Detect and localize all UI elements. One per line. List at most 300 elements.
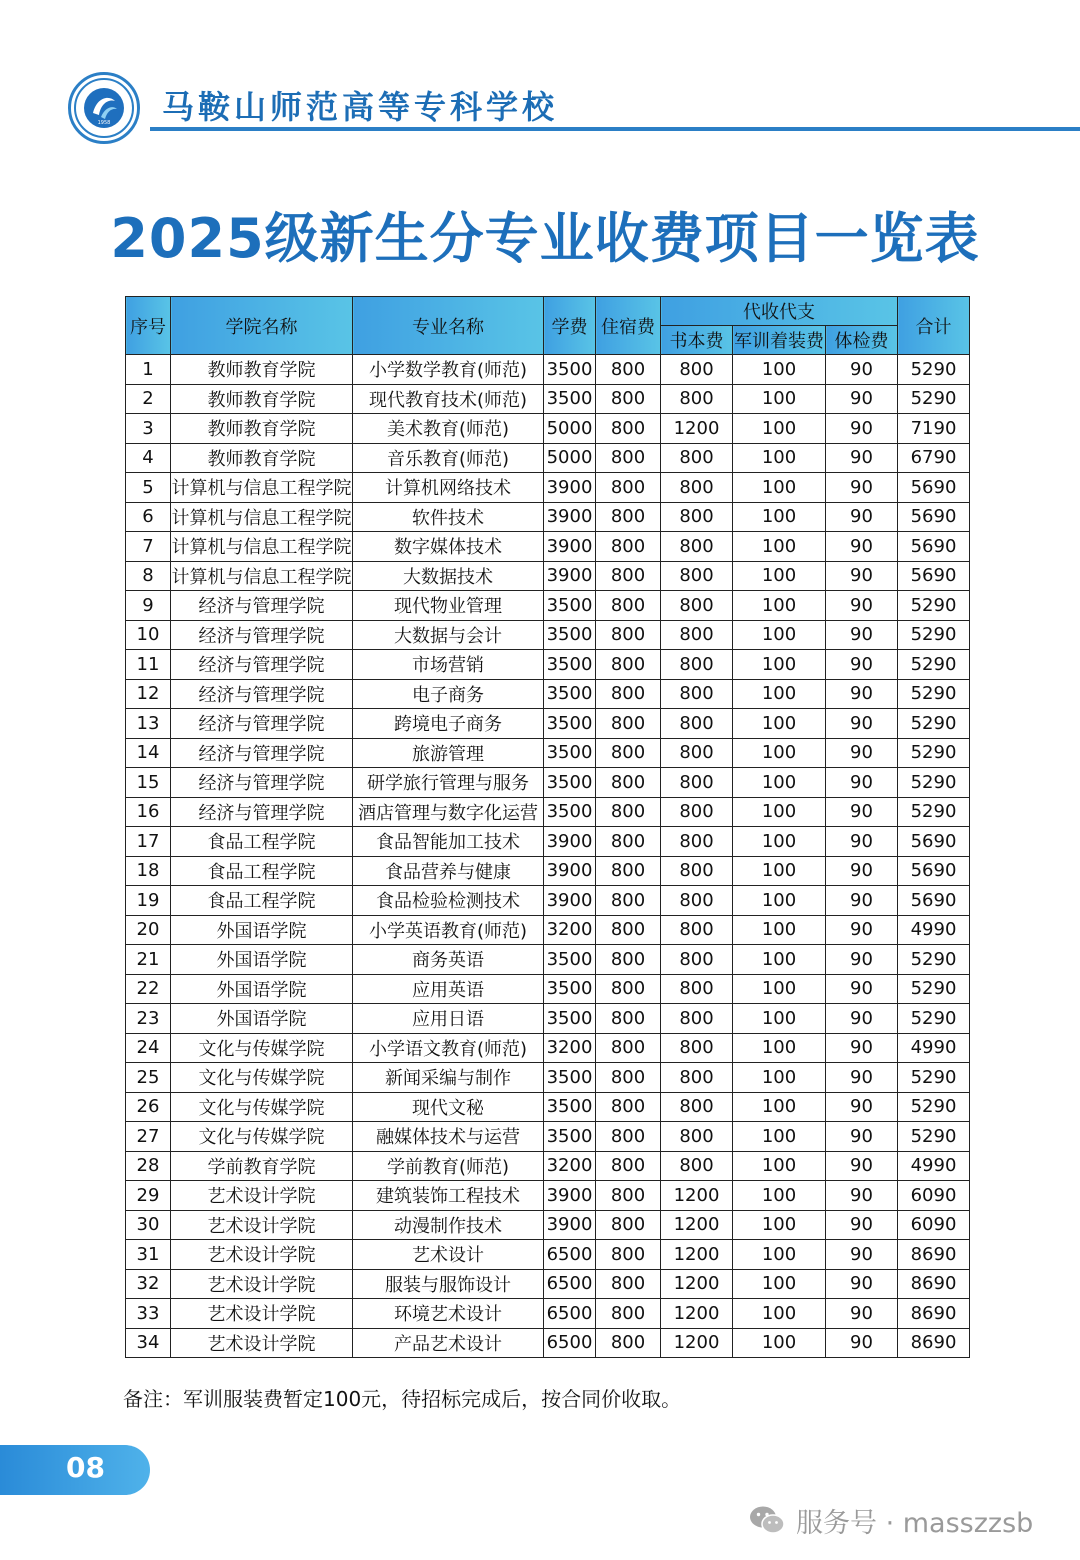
cell-college: 食品工程学院 — [171, 827, 353, 857]
cell-index: 31 — [126, 1240, 171, 1270]
cell-college: 艺术设计学院 — [171, 1181, 353, 1211]
cell-index: 29 — [126, 1181, 171, 1211]
footnote: 备注：军训服装费暂定100元，待招标完成后，按合同价收取。 — [123, 1387, 682, 1411]
cell-uniform: 100 — [733, 974, 826, 1004]
cell-major: 美术教育(师范) — [353, 414, 544, 444]
cell-medical: 90 — [826, 1269, 898, 1299]
cell-medical: 90 — [826, 1122, 898, 1152]
cell-tuition: 3500 — [544, 1122, 596, 1152]
cell-major: 计算机网络技术 — [353, 473, 544, 503]
cell-major: 商务英语 — [353, 945, 544, 975]
cell-major: 软件技术 — [353, 502, 544, 532]
cell-books: 800 — [661, 1122, 733, 1152]
cell-uniform: 100 — [733, 1181, 826, 1211]
cell-medical: 90 — [826, 945, 898, 975]
table-row — [126, 945, 970, 975]
cell-index: 25 — [126, 1063, 171, 1093]
cell-index: 2 — [126, 384, 171, 414]
cell-uniform: 100 — [733, 1328, 826, 1358]
cell-total: 5290 — [898, 650, 970, 680]
table-row — [126, 355, 970, 385]
cell-medical: 90 — [826, 856, 898, 886]
cell-major: 应用英语 — [353, 974, 544, 1004]
cell-major: 食品智能加工技术 — [353, 827, 544, 857]
cell-housing: 800 — [596, 915, 661, 945]
cell-college: 经济与管理学院 — [171, 768, 353, 798]
cell-tuition: 5000 — [544, 414, 596, 444]
cell-housing: 800 — [596, 1004, 661, 1034]
header-medical: 体检费 — [826, 326, 898, 355]
cell-medical: 90 — [826, 591, 898, 621]
cell-total: 7190 — [898, 414, 970, 444]
cell-total: 5690 — [898, 473, 970, 503]
cell-major: 现代教育技术(师范) — [353, 384, 544, 414]
cell-books: 800 — [661, 945, 733, 975]
cell-tuition: 3500 — [544, 1092, 596, 1122]
cell-total: 8690 — [898, 1299, 970, 1329]
page-header — [0, 0, 1080, 160]
cell-uniform: 100 — [733, 856, 826, 886]
cell-major: 新闻采编与制作 — [353, 1063, 544, 1093]
cell-college: 外国语学院 — [171, 974, 353, 1004]
table-row — [126, 591, 970, 621]
cell-uniform: 100 — [733, 591, 826, 621]
table-row — [126, 443, 970, 473]
cell-tuition: 3500 — [544, 797, 596, 827]
cell-books: 800 — [661, 1033, 733, 1063]
cell-uniform: 100 — [733, 915, 826, 945]
cell-medical: 90 — [826, 1004, 898, 1034]
cell-uniform: 100 — [733, 945, 826, 975]
cell-housing: 800 — [596, 1092, 661, 1122]
cell-tuition: 3500 — [544, 709, 596, 739]
cell-medical: 90 — [826, 1210, 898, 1240]
table-row — [126, 1063, 970, 1093]
cell-index: 34 — [126, 1328, 171, 1358]
table-row — [126, 797, 970, 827]
cell-housing: 800 — [596, 532, 661, 562]
cell-medical: 90 — [826, 620, 898, 650]
school-emblem-icon — [73, 77, 135, 139]
cell-major: 大数据技术 — [353, 561, 544, 591]
cell-tuition: 3500 — [544, 974, 596, 1004]
cell-tuition: 3500 — [544, 738, 596, 768]
cell-books: 800 — [661, 1063, 733, 1093]
cell-college: 教师教育学院 — [171, 414, 353, 444]
cell-housing: 800 — [596, 1240, 661, 1270]
cell-index: 18 — [126, 856, 171, 886]
cell-index: 11 — [126, 650, 171, 680]
cell-total: 5690 — [898, 532, 970, 562]
cell-uniform: 100 — [733, 797, 826, 827]
cell-medical: 90 — [826, 502, 898, 532]
cell-medical: 90 — [826, 709, 898, 739]
cell-tuition: 3500 — [544, 1063, 596, 1093]
cell-index: 24 — [126, 1033, 171, 1063]
cell-college: 艺术设计学院 — [171, 1328, 353, 1358]
cell-major: 食品营养与健康 — [353, 856, 544, 886]
cell-uniform: 100 — [733, 414, 826, 444]
cell-books: 800 — [661, 827, 733, 857]
cell-total: 5690 — [898, 502, 970, 532]
cell-major: 电子商务 — [353, 679, 544, 709]
svg-text:1958: 1958 — [97, 120, 111, 126]
cell-medical: 90 — [826, 561, 898, 591]
cell-index: 19 — [126, 886, 171, 916]
cell-college: 教师教育学院 — [171, 384, 353, 414]
cell-college: 外国语学院 — [171, 945, 353, 975]
cell-uniform: 100 — [733, 443, 826, 473]
cell-college: 计算机与信息工程学院 — [171, 561, 353, 591]
cell-books: 1200 — [661, 1269, 733, 1299]
table-row — [126, 1328, 970, 1358]
cell-index: 6 — [126, 502, 171, 532]
cell-tuition: 3900 — [544, 856, 596, 886]
cell-housing: 800 — [596, 414, 661, 444]
cell-uniform: 100 — [733, 827, 826, 857]
cell-tuition: 3500 — [544, 1004, 596, 1034]
cell-total: 5290 — [898, 1122, 970, 1152]
cell-housing: 800 — [596, 620, 661, 650]
cell-uniform: 100 — [733, 738, 826, 768]
cell-index: 30 — [126, 1210, 171, 1240]
cell-college: 教师教育学院 — [171, 443, 353, 473]
cell-books: 800 — [661, 856, 733, 886]
cell-index: 17 — [126, 827, 171, 857]
cell-medical: 90 — [826, 384, 898, 414]
cell-total: 5290 — [898, 974, 970, 1004]
cell-books: 800 — [661, 650, 733, 680]
header-college: 学院名称 — [171, 297, 353, 355]
cell-uniform: 100 — [733, 1092, 826, 1122]
school-logo — [68, 72, 140, 144]
cell-books: 800 — [661, 738, 733, 768]
cell-housing: 800 — [596, 827, 661, 857]
cell-tuition: 3500 — [544, 384, 596, 414]
cell-major: 酒店管理与数字化运营 — [353, 797, 544, 827]
cell-major: 音乐教育(师范) — [353, 443, 544, 473]
cell-uniform: 100 — [733, 473, 826, 503]
cell-tuition: 3200 — [544, 1151, 596, 1181]
cell-medical: 90 — [826, 1063, 898, 1093]
cell-books: 800 — [661, 1092, 733, 1122]
cell-college: 经济与管理学院 — [171, 797, 353, 827]
cell-housing: 800 — [596, 974, 661, 1004]
cell-housing: 800 — [596, 679, 661, 709]
cell-total: 6090 — [898, 1210, 970, 1240]
cell-medical: 90 — [826, 797, 898, 827]
cell-books: 800 — [661, 1151, 733, 1181]
table-row — [126, 1240, 970, 1270]
cell-index: 3 — [126, 414, 171, 444]
cell-major: 融媒体技术与运营 — [353, 1122, 544, 1152]
header-collected: 代收代支 — [661, 297, 898, 326]
cell-medical: 90 — [826, 1151, 898, 1181]
cell-uniform: 100 — [733, 502, 826, 532]
page-number: 08 — [66, 1451, 105, 1484]
cell-uniform: 100 — [733, 1122, 826, 1152]
cell-uniform: 100 — [733, 561, 826, 591]
cell-index: 16 — [126, 797, 171, 827]
table-row — [126, 502, 970, 532]
cell-tuition: 6500 — [544, 1299, 596, 1329]
table-row — [126, 561, 970, 591]
cell-housing: 800 — [596, 709, 661, 739]
cell-uniform: 100 — [733, 1151, 826, 1181]
table-row — [126, 1004, 970, 1034]
cell-index: 5 — [126, 473, 171, 503]
cell-books: 1200 — [661, 1240, 733, 1270]
cell-books: 800 — [661, 502, 733, 532]
cell-uniform: 100 — [733, 768, 826, 798]
table-row — [126, 620, 970, 650]
cell-books: 1200 — [661, 1299, 733, 1329]
cell-tuition: 3500 — [544, 945, 596, 975]
cell-medical: 90 — [826, 532, 898, 562]
cell-major: 环境艺术设计 — [353, 1299, 544, 1329]
table-row — [126, 1151, 970, 1181]
cell-total: 5290 — [898, 709, 970, 739]
cell-uniform: 100 — [733, 620, 826, 650]
header-uniform: 军训着装费 — [733, 326, 826, 355]
cell-total: 8690 — [898, 1328, 970, 1358]
cell-college: 经济与管理学院 — [171, 620, 353, 650]
cell-tuition: 3500 — [544, 650, 596, 680]
cell-books: 800 — [661, 443, 733, 473]
cell-college: 艺术设计学院 — [171, 1210, 353, 1240]
cell-college: 计算机与信息工程学院 — [171, 473, 353, 503]
cell-medical: 90 — [826, 886, 898, 916]
cell-index: 4 — [126, 443, 171, 473]
cell-major: 小学英语教育(师范) — [353, 915, 544, 945]
cell-total: 5290 — [898, 797, 970, 827]
cell-index: 14 — [126, 738, 171, 768]
cell-index: 7 — [126, 532, 171, 562]
cell-medical: 90 — [826, 473, 898, 503]
cell-major: 现代物业管理 — [353, 591, 544, 621]
cell-medical: 90 — [826, 915, 898, 945]
cell-medical: 90 — [826, 738, 898, 768]
cell-total: 6090 — [898, 1181, 970, 1211]
cell-college: 艺术设计学院 — [171, 1299, 353, 1329]
cell-tuition: 3900 — [544, 827, 596, 857]
cell-books: 1200 — [661, 414, 733, 444]
cell-uniform: 100 — [733, 1004, 826, 1034]
cell-uniform: 100 — [733, 886, 826, 916]
cell-major: 建筑装饰工程技术 — [353, 1181, 544, 1211]
cell-major: 艺术设计 — [353, 1240, 544, 1270]
fee-table — [125, 296, 970, 1358]
cell-housing: 800 — [596, 355, 661, 385]
table-row — [126, 1181, 970, 1211]
cell-index: 33 — [126, 1299, 171, 1329]
cell-books: 800 — [661, 709, 733, 739]
cell-books: 1200 — [661, 1181, 733, 1211]
table-row — [126, 768, 970, 798]
cell-books: 800 — [661, 768, 733, 798]
cell-housing: 800 — [596, 650, 661, 680]
cell-books: 800 — [661, 473, 733, 503]
cell-college: 经济与管理学院 — [171, 679, 353, 709]
cell-total: 4990 — [898, 1151, 970, 1181]
cell-index: 22 — [126, 974, 171, 1004]
cell-uniform: 100 — [733, 1210, 826, 1240]
table-row — [126, 414, 970, 444]
cell-housing: 800 — [596, 591, 661, 621]
cell-uniform: 100 — [733, 532, 826, 562]
cell-total: 5290 — [898, 1004, 970, 1034]
cell-books: 1200 — [661, 1328, 733, 1358]
cell-books: 800 — [661, 355, 733, 385]
cell-total: 8690 — [898, 1240, 970, 1270]
cell-medical: 90 — [826, 1092, 898, 1122]
cell-housing: 800 — [596, 1328, 661, 1358]
cell-total: 5290 — [898, 1063, 970, 1093]
cell-college: 食品工程学院 — [171, 886, 353, 916]
watermark-label: 服务号 · masszzsb — [796, 1507, 1034, 1539]
cell-medical: 90 — [826, 768, 898, 798]
cell-books: 800 — [661, 532, 733, 562]
cell-tuition: 3500 — [544, 620, 596, 650]
header-housing: 住宿费 — [596, 297, 661, 355]
table-row — [126, 384, 970, 414]
cell-medical: 90 — [826, 1240, 898, 1270]
cell-housing: 800 — [596, 768, 661, 798]
table-row — [126, 650, 970, 680]
cell-books: 800 — [661, 1004, 733, 1034]
table-row — [126, 1033, 970, 1063]
cell-major: 小学语文教育(师范) — [353, 1033, 544, 1063]
table-row — [126, 1092, 970, 1122]
cell-total: 8690 — [898, 1269, 970, 1299]
cell-major: 市场营销 — [353, 650, 544, 680]
cell-major: 大数据与会计 — [353, 620, 544, 650]
cell-major: 应用日语 — [353, 1004, 544, 1034]
cell-college: 文化与传媒学院 — [171, 1092, 353, 1122]
table-row — [126, 1299, 970, 1329]
cell-tuition: 3900 — [544, 561, 596, 591]
table-row — [126, 709, 970, 739]
cell-tuition: 3200 — [544, 915, 596, 945]
cell-housing: 800 — [596, 738, 661, 768]
cell-tuition: 3900 — [544, 532, 596, 562]
cell-major: 食品检验检测技术 — [353, 886, 544, 916]
cell-housing: 800 — [596, 502, 661, 532]
cell-index: 8 — [126, 561, 171, 591]
cell-uniform: 100 — [733, 650, 826, 680]
cell-uniform: 100 — [733, 355, 826, 385]
cell-uniform: 100 — [733, 1063, 826, 1093]
cell-total: 4990 — [898, 915, 970, 945]
cell-books: 800 — [661, 591, 733, 621]
cell-college: 学前教育学院 — [171, 1151, 353, 1181]
cell-total: 5290 — [898, 679, 970, 709]
cell-tuition: 3500 — [544, 355, 596, 385]
cell-medical: 90 — [826, 1181, 898, 1211]
cell-index: 9 — [126, 591, 171, 621]
cell-tuition: 3900 — [544, 1210, 596, 1240]
cell-total: 5290 — [898, 620, 970, 650]
cell-index: 28 — [126, 1151, 171, 1181]
cell-books: 800 — [661, 384, 733, 414]
cell-index: 1 — [126, 355, 171, 385]
cell-total: 5290 — [898, 355, 970, 385]
cell-tuition: 3200 — [544, 1033, 596, 1063]
cell-total: 5690 — [898, 827, 970, 857]
cell-major: 服装与服饰设计 — [353, 1269, 544, 1299]
cell-housing: 800 — [596, 443, 661, 473]
table-row — [126, 827, 970, 857]
cell-uniform: 100 — [733, 384, 826, 414]
cell-housing: 800 — [596, 1181, 661, 1211]
cell-index: 21 — [126, 945, 171, 975]
cell-books: 800 — [661, 620, 733, 650]
cell-tuition: 6500 — [544, 1240, 596, 1270]
cell-books: 800 — [661, 915, 733, 945]
cell-medical: 90 — [826, 679, 898, 709]
cell-housing: 800 — [596, 945, 661, 975]
cell-uniform: 100 — [733, 1033, 826, 1063]
cell-housing: 800 — [596, 856, 661, 886]
cell-college: 教师教育学院 — [171, 355, 353, 385]
cell-housing: 800 — [596, 384, 661, 414]
watermark — [748, 1498, 1033, 1542]
school-name: 马鞍山师范高等专科学校 — [162, 88, 559, 126]
cell-major: 跨境电子商务 — [353, 709, 544, 739]
cell-medical: 90 — [826, 827, 898, 857]
cell-college: 外国语学院 — [171, 915, 353, 945]
cell-total: 5290 — [898, 945, 970, 975]
cell-tuition: 6500 — [544, 1328, 596, 1358]
table-row — [126, 679, 970, 709]
cell-index: 26 — [126, 1092, 171, 1122]
cell-tuition: 6500 — [544, 1269, 596, 1299]
cell-index: 27 — [126, 1122, 171, 1152]
table-row — [126, 974, 970, 1004]
cell-college: 艺术设计学院 — [171, 1269, 353, 1299]
cell-college: 经济与管理学院 — [171, 709, 353, 739]
header-total: 合计 — [898, 297, 970, 355]
header-index: 序号 — [126, 297, 171, 355]
cell-tuition: 3900 — [544, 886, 596, 916]
cell-index: 13 — [126, 709, 171, 739]
cell-college: 计算机与信息工程学院 — [171, 532, 353, 562]
table-row — [126, 1122, 970, 1152]
table-row — [126, 886, 970, 916]
cell-index: 12 — [126, 679, 171, 709]
cell-college: 食品工程学院 — [171, 856, 353, 886]
cell-medical: 90 — [826, 443, 898, 473]
cell-total: 5290 — [898, 1092, 970, 1122]
cell-housing: 800 — [596, 561, 661, 591]
cell-total: 5290 — [898, 591, 970, 621]
cell-housing: 800 — [596, 886, 661, 916]
table-body — [126, 355, 970, 1358]
cell-books: 800 — [661, 679, 733, 709]
cell-medical: 90 — [826, 650, 898, 680]
cell-tuition: 3500 — [544, 591, 596, 621]
cell-housing: 800 — [596, 797, 661, 827]
cell-tuition: 3900 — [544, 1181, 596, 1211]
cell-medical: 90 — [826, 974, 898, 1004]
cell-major: 学前教育(师范) — [353, 1151, 544, 1181]
cell-uniform: 100 — [733, 709, 826, 739]
cell-medical: 90 — [826, 355, 898, 385]
header-books: 书本费 — [661, 326, 733, 355]
cell-total: 5290 — [898, 768, 970, 798]
cell-major: 小学数学教育(师范) — [353, 355, 544, 385]
cell-uniform: 100 — [733, 1269, 826, 1299]
